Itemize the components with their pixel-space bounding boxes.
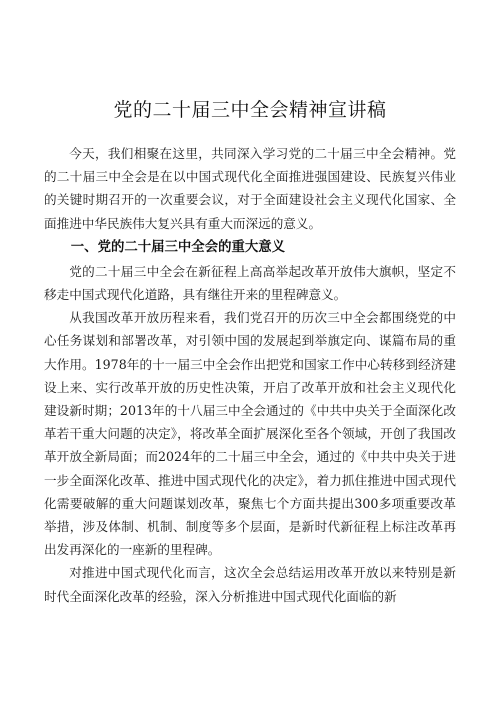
- document-title: 党的二十届三中全会精神宣讲稿: [113, 99, 387, 121]
- section-heading: 一、党的二十届三中全会的重大意义: [70, 239, 286, 255]
- body-paragraph-1: 党的二十届三中全会在新征程上高高举起改革开放伟大旗帜，坚定不移走中国式现代化道路，具有继往开来的里程碑意义。: [44, 263, 456, 303]
- body-paragraph-2: 从我国改革开放历程来看，我们党召开的历次三中全会都围绕党的中心任务谋划和部署改革，对引领中国的发展起到举旗定向、谋篇布局的重大作用。1978年的十一届三中全会作出把党和国家工作中心转移到经济建设上来、实行改革开放的历史性决策，开启了改革开放和社会主义现代化建设新时期；2013年的十八届三中全会通过的《中共中央关于全面深化改革若干重大问题的决定》，将改革全面扩展深化至各个领域，开创了我国改革开放全新局面；而2024年的二十届三中全会，通过的《中共中央关于进一步全面深化改革、推进中国式现代化的决定》，着力抓住推进中国式现代化需要破解的重大问题谋划改革，聚焦七个方面共提出300多项重要改革举措，涉及体制、机制、制度等多个层面，是新时代新征程上标注改革再出发再深化的一座新的里程碑。: [44, 310, 456, 558]
- body-paragraph-3: 对推进中国式现代化而言，这次全会总结运用改革开放以来特别是新时代全面深化改革的经验，深入分析推进中国式现代化面临的新: [44, 565, 456, 604]
- intro-paragraph: 今天，我们相聚在这里，共同深入学习党的二十届三中全会精神。党的二十届三中全会是在以中国式现代化全面推进强国建设、民族复兴伟业的关键时期召开的一次重要会议，对于全面建设社会主义现代化国家、全面推进中华民族伟大复兴具有重大而深远的意义。: [44, 146, 456, 231]
